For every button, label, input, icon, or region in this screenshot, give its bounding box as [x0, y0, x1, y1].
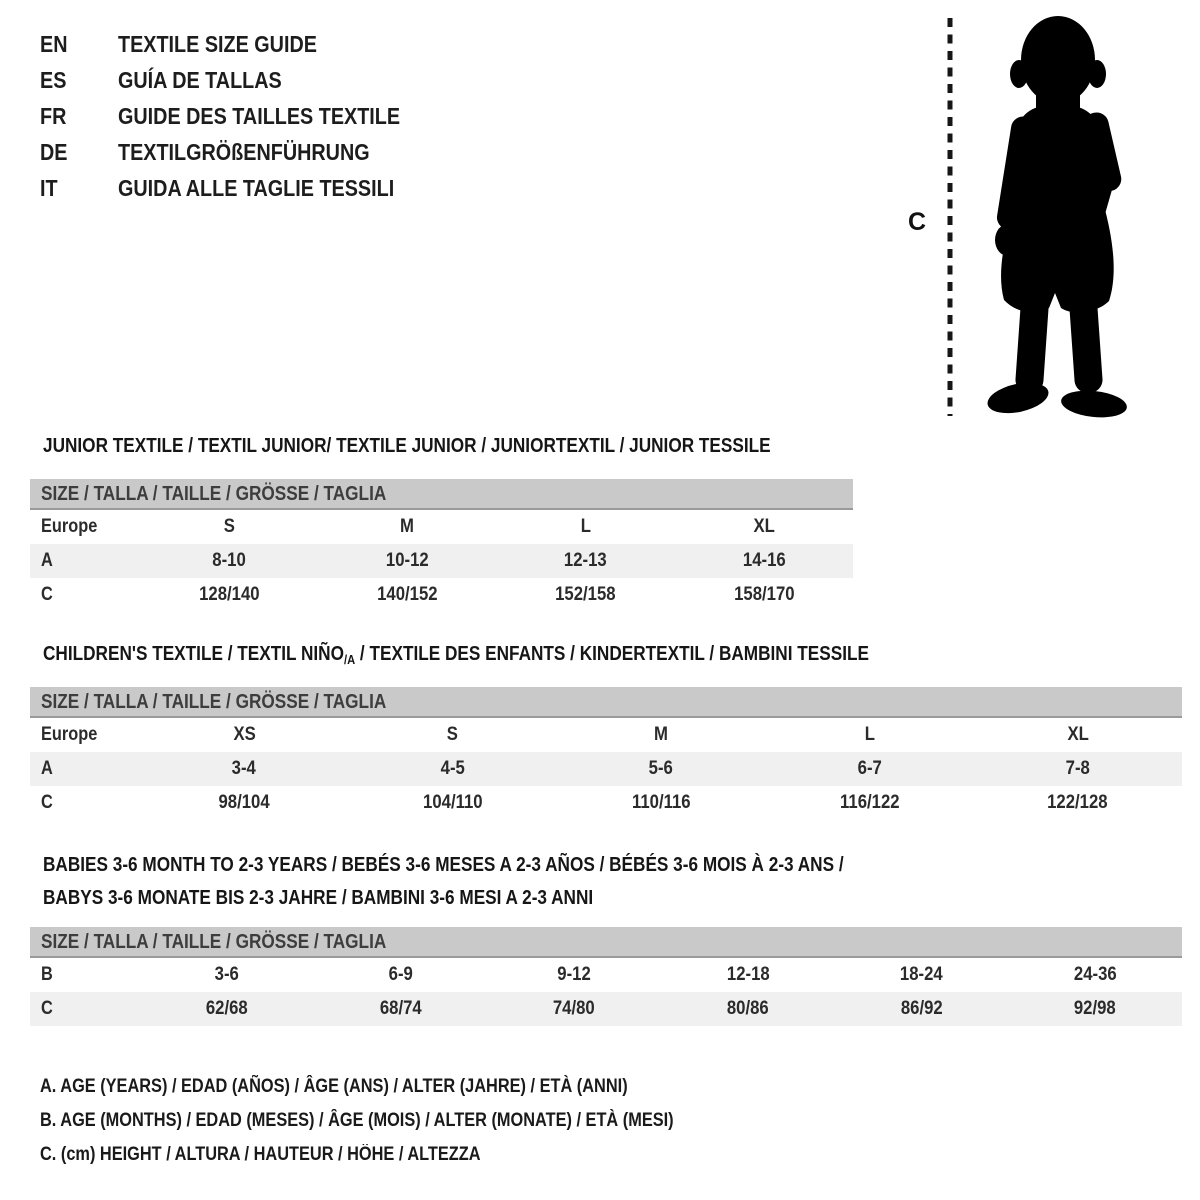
section-heading-junior: JUNIOR TEXTILE / TEXTIL JUNIOR/ TEXTILE JUNIOR / JUNIORTEXTIL / JUNIOR TESSILE	[43, 435, 771, 457]
row-label: C	[41, 584, 53, 605]
table-row	[30, 510, 853, 544]
toddler-silhouette	[985, 16, 1128, 420]
cell: 3-4	[232, 758, 257, 779]
table-row	[30, 718, 1182, 752]
lang-title-de: TEXTILGRÖßENFÜHRUNG	[118, 138, 370, 165]
lang-row-en	[40, 26, 446, 62]
lang-title-es: GUÍA DE TALLAS	[118, 66, 282, 93]
cell: S	[223, 516, 235, 537]
size-table-babies	[30, 927, 1182, 1026]
cell: 7-8	[1065, 758, 1090, 779]
footnote-height-cm: C. (cm) HEIGHT / ALTURA / HAUTEUR / HÖHE / ALTEZZA	[40, 1144, 481, 1165]
row-label: Europe	[41, 724, 98, 745]
cell: XS	[233, 724, 256, 745]
table-header-bar: SIZE / TALLA / TAILLE / GRÖSSE / TAGLIA	[30, 479, 853, 510]
cell: 18-24	[900, 964, 943, 985]
cell: 140/152	[377, 584, 438, 605]
cell: 86/92	[900, 998, 943, 1019]
row-label: Europe	[41, 516, 98, 537]
cell: S	[447, 724, 459, 745]
cell: 3-6	[214, 964, 239, 985]
height-measure-label: C	[908, 208, 927, 236]
table-row	[30, 786, 1182, 820]
size-table-children	[30, 687, 1182, 820]
lang-title-it: GUIDA ALLE TAGLIE TESSILI	[118, 174, 395, 201]
cell: 24-36	[1073, 964, 1117, 985]
lang-title-en: TEXTILE SIZE GUIDE	[118, 30, 317, 57]
cell: M	[400, 516, 415, 537]
lang-row-it	[40, 170, 446, 206]
table-row	[30, 578, 853, 612]
cell: 6-9	[388, 964, 413, 985]
cell: 68/74	[379, 998, 422, 1019]
cell: 12-13	[564, 550, 608, 571]
lang-code-en: EN	[40, 30, 68, 57]
cell: 92/98	[1074, 998, 1117, 1019]
cell: 98/104	[218, 792, 270, 813]
lang-code-de: DE	[40, 138, 68, 165]
cell: 4-5	[440, 758, 465, 779]
row-label: C	[41, 998, 53, 1019]
cell: 74/80	[553, 998, 596, 1019]
cell: 104/110	[422, 792, 483, 813]
cell: 116/122	[839, 792, 900, 813]
lang-row-es	[40, 62, 446, 98]
footnotes	[40, 1070, 777, 1172]
cell: 12-18	[726, 964, 770, 985]
toddler-silhouette-figure	[938, 10, 1153, 422]
cell: 9-12	[557, 964, 591, 985]
cell: 62/68	[205, 998, 248, 1019]
row-label: B	[41, 964, 53, 985]
cell: M	[654, 724, 668, 745]
section-heading-babies: BABIES 3-6 MONTH TO 2-3 YEARS / BEBÉS 3-6 MESES A 2-3 AÑOS / BÉBÉS 3-6 MOIS À 2-3 ANS / BABYS 3-6 MONATE BIS 2-3 JAHRE / BAMBINI 3-6 MESI A 2-3 ANNI	[43, 854, 844, 909]
cell: L	[580, 516, 591, 537]
cell: 152/158	[555, 584, 616, 605]
lang-code-fr: FR	[40, 102, 67, 129]
table-header-bar: SIZE / TALLA / TAILLE / GRÖSSE / TAGLIA	[30, 927, 1182, 958]
cell: 6-7	[857, 758, 882, 779]
row-label: C	[41, 792, 53, 813]
table-row	[30, 992, 1182, 1026]
row-label: A	[41, 758, 53, 779]
lang-row-fr	[40, 98, 446, 134]
table-row	[30, 958, 1182, 992]
cell: XL	[753, 516, 775, 537]
cell: 110/116	[631, 792, 691, 813]
cell: 128/140	[198, 584, 260, 605]
lang-code-it: IT	[40, 174, 58, 201]
cell: 10-12	[385, 550, 429, 571]
row-label: A	[41, 550, 53, 571]
cell: 5-6	[648, 758, 674, 779]
section-heading-children: CHILDREN'S TEXTILE / TEXTIL $NIÑO_{/A}$ / TEXTILE DES ENFANTS / KINDERTEXTIL / BAMBINI TESSILE	[43, 643, 869, 667]
cell: 158/170	[733, 584, 795, 605]
cell: 80/86	[726, 998, 769, 1019]
cell: XL	[1067, 724, 1089, 745]
footnote-age-months: B. AGE (MONTHS) / EDAD (MESES) / ÂGE (MOIS) / ALTER (MONATE) / ETÀ (MESI)	[40, 1110, 674, 1131]
cell: 122/128	[1047, 792, 1109, 813]
size-table-junior	[30, 479, 853, 612]
lang-code-es: ES	[40, 66, 67, 93]
lang-row-de	[40, 134, 446, 170]
table-row	[30, 544, 853, 578]
lang-title-fr: GUIDE DES TAILLES TEXTILE	[118, 102, 401, 129]
cell: 14-16	[742, 550, 786, 571]
table-header-bar: SIZE / TALLA / TAILLE / GRÖSSE / TAGLIA	[30, 687, 1182, 718]
heading-subscript: /A	[343, 652, 356, 667]
language-list	[40, 26, 446, 206]
cell: 8-10	[212, 550, 246, 571]
footnote-age-years: A. AGE (YEARS) / EDAD (AÑOS) / ÂGE (ANS) / ALTER (JAHRE) / ETÀ (ANNI)	[40, 1076, 628, 1097]
cell: L	[864, 724, 875, 745]
table-row	[30, 752, 1182, 786]
